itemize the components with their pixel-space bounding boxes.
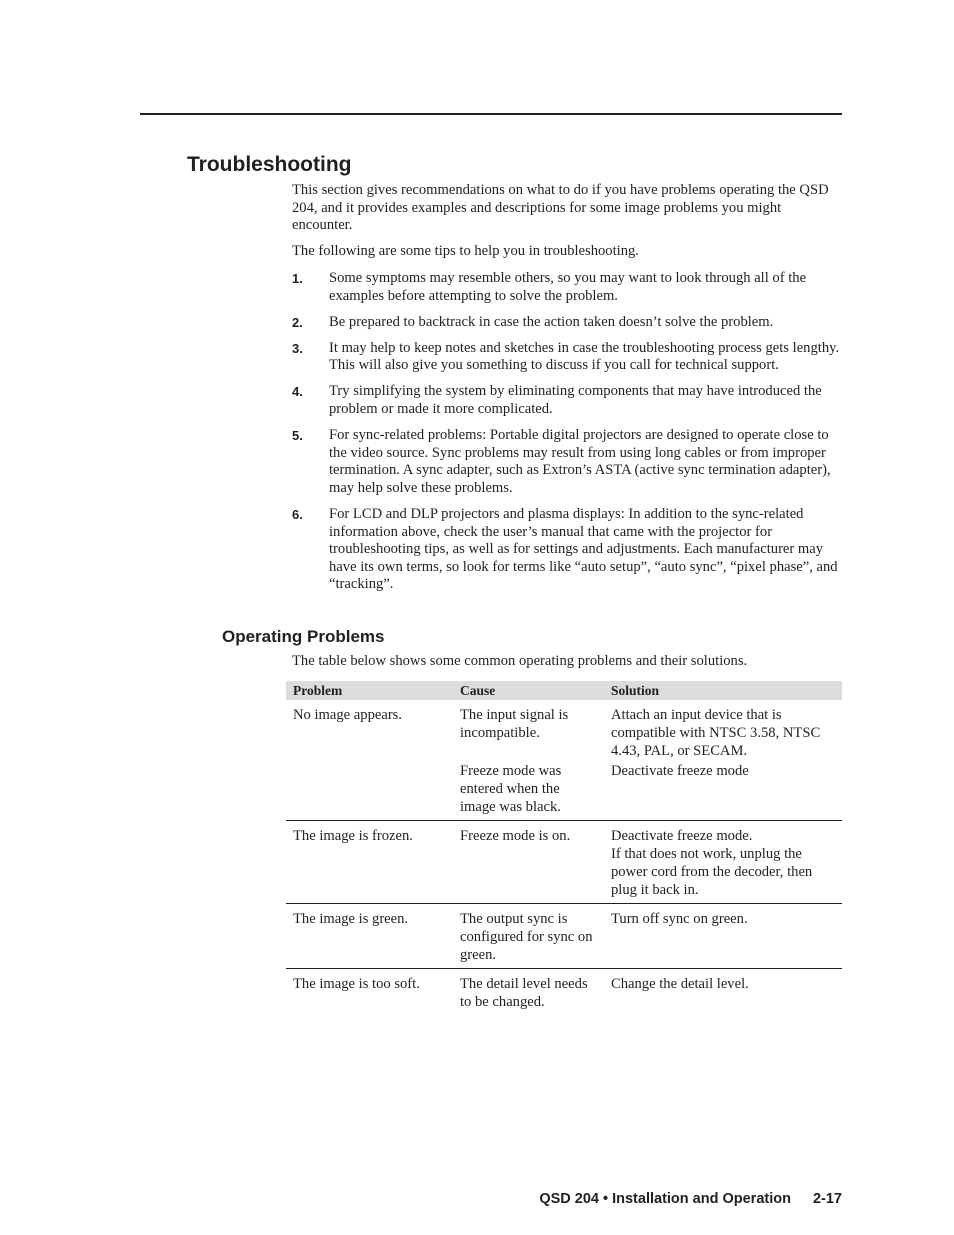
solution-cell: Change the detail level. (611, 976, 749, 992)
list-item-text: It may help to keep notes and sketches in case the troubleshooting process gets lengthy. This will also give you something to discuss if you call for technical support. (329, 339, 840, 374)
list-item-number: 4. (292, 384, 303, 400)
problem-cell: The image is green. (286, 904, 453, 969)
list-item (292, 314, 844, 332)
list-item (292, 383, 844, 418)
page-number: 2-17 (812, 1191, 842, 1207)
page-footer (539, 1191, 842, 1207)
intro-paragraph: This section gives recommendations on what to do if you have problems operating the QSD 204, and it provides examples and descriptions for some image problems you might encounter. (292, 182, 829, 234)
list-item-number: 2. (292, 314, 303, 330)
problem-cell: The image is frozen. (286, 821, 453, 904)
table-row (286, 700, 842, 760)
table-row (286, 904, 842, 969)
footer-title: QSD 204 • Installation and Operation (539, 1191, 791, 1207)
solution-line: If that does not work, unplug the power cord from the decoder, then plug it back in. (611, 846, 813, 898)
solution-cell (604, 821, 842, 904)
cause-cell: Freeze mode was entered when the image was black. (453, 760, 604, 821)
cause-cell: Freeze mode is on. (453, 821, 604, 904)
operating-problems-table (286, 681, 842, 1011)
table-row (286, 969, 842, 1012)
list-item-text: For sync-related problems: Portable digital projectors are designed to operate close to the video source. Sync problems may result from using long cables or from improper termination. A sync adapter, such as Extron’s ASTA (active sync termination adapter), may help solve these problems. (329, 427, 831, 496)
list-item-number: 5. (292, 428, 303, 444)
list-item-text: Try simplifying the system by eliminating components that may have introduced the problem or made it more complicated. (329, 383, 822, 418)
column-header-solution: Solution (604, 681, 842, 700)
cause-cell: The input signal is incompatible. (460, 707, 569, 741)
solution-line: Deactivate freeze mode. (611, 828, 753, 844)
header-rule (140, 113, 842, 115)
solution-cell: Attach an input device that is compatible with NTSC 3.58, NTSC 4.43, PAL, or SECAM. (611, 707, 821, 759)
list-item (292, 506, 844, 594)
table-row (286, 760, 842, 821)
list-item-text: Be prepared to backtrack in case the action taken doesn’t solve the problem. (329, 313, 774, 330)
cause-cell: The output sync is configured for sync on green. (453, 904, 604, 969)
tips-lead-paragraph: The following are some tips to help you in troubleshooting. (292, 243, 639, 259)
list-item-number: 6. (292, 507, 303, 523)
table-row (286, 821, 842, 904)
list-item (292, 340, 844, 375)
problem-cell: The image is too soft. (293, 976, 420, 992)
list-item (292, 270, 844, 305)
cause-cell: The detail level needs to be changed. (460, 976, 588, 1010)
list-item-text: Some symptoms may resemble others, so you may want to look through all of the examples before attempting to solve the problem. (329, 270, 807, 304)
problem-cell: No image appears. (293, 707, 403, 723)
section-heading: Operating Problems (222, 627, 385, 646)
list-item-text: For LCD and DLP projectors and plasma displays: In addition to the sync-related information above, check the user’s manual that came with the projector for troubleshooting tips, as well as for settings and adjustments. Each manufacturer may have its own terms, so look for terms like “auto setup”, “auto sync”, “pixel phase”, and “tracking”. (329, 506, 838, 593)
list-item-number: 1. (292, 271, 303, 286)
column-header-problem: Problem (286, 681, 453, 700)
page-title: Troubleshooting (187, 153, 352, 176)
problem-cell (286, 760, 453, 821)
column-header-cause: Cause (453, 681, 604, 700)
solution-cell: Turn off sync on green. (604, 904, 842, 969)
list-item-number: 3. (292, 340, 303, 356)
section-intro: The table below shows some common operating problems and their solutions. (292, 653, 748, 669)
table-header-row (286, 681, 842, 700)
list-item (292, 427, 844, 497)
solution-cell: Deactivate freeze mode (604, 760, 842, 821)
tips-list (292, 270, 844, 603)
